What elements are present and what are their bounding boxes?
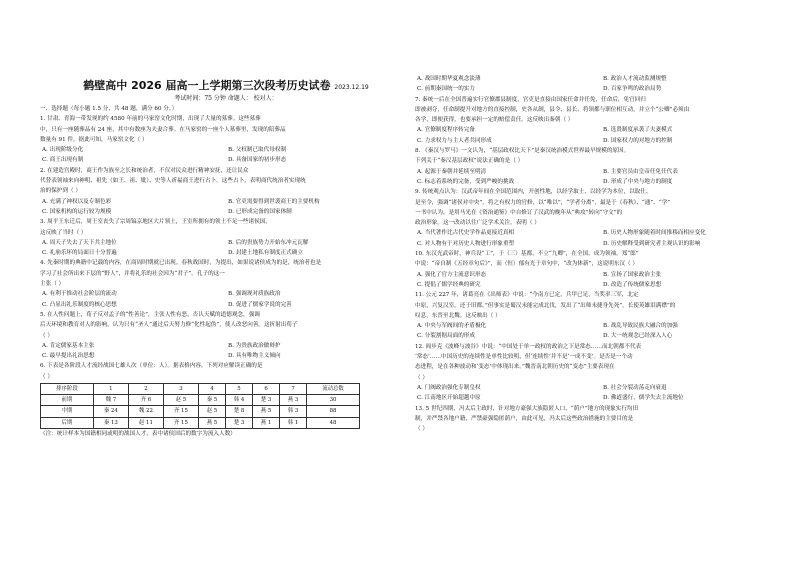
question-text-line: 制，并严禁各地户籍，严禁豪强隐匿荫户，由此可见，冯太后这些政治措施的主要目的是: [415, 415, 634, 422]
answer-option[interactable]: D. 封建土地私有制度正式确立: [228, 250, 303, 257]
answer-options: [40, 145, 412, 166]
question-text-line: 下列关于“秦汉基层政权”说法正确的是（ ）: [415, 158, 524, 165]
answer-option[interactable]: D. 具有唯物主义倾向: [228, 353, 281, 360]
answer-options: [40, 197, 412, 218]
table-cell: 赵 11: [128, 417, 163, 428]
question-text-line: 学习了社会所出来下层的“野人”，并将礼乐的社会因为“君子”。孔子的这一: [40, 270, 225, 277]
table-header-cell: 流动总数: [307, 384, 360, 395]
answer-option[interactable]: C. 礼崩乐坏的局面日十分普遍: [42, 250, 117, 257]
answer-option[interactable]: B. 战乱导致民族大融合的加强: [603, 323, 678, 330]
answer-option[interactable]: A. 有利于推动社会阶层的流动: [42, 291, 117, 298]
answer-option[interactable]: C. 最早提出礼治思想: [42, 353, 95, 360]
question-text-line: 12. 阎步克《波峰与波谷》中说：“中国处于单一政权的政治之下是常态……而北朝都不代表: [415, 343, 642, 350]
answer-options: [415, 383, 787, 404]
table-header-cell: 3: [163, 384, 198, 395]
answer-option[interactable]: A. 周天子失去了天下共主地位: [42, 239, 117, 246]
question-text-line: 2. 在建造宫殿时，商王作为族至之长和统治者，不仅对民众进行精神安抚，还让民众: [40, 167, 249, 174]
question-text-line: （ ）: [415, 374, 428, 381]
exam-title: 鹤壁高中 2026 届高一上学期第三次段考历史试卷: [83, 79, 331, 92]
table-cell: 魏 7: [93, 395, 128, 406]
table-cell: 韩 1: [280, 417, 307, 428]
question-text-line: （注：统计样本为国籍相同或明的战国人才，表中诸侯国后的数字为流入人数）: [40, 430, 236, 437]
answer-options: [40, 238, 412, 259]
table-cell: 赵 5: [163, 395, 198, 406]
left-question-list: [40, 114, 412, 439]
answer-option[interactable]: B. 选贤制度承袭了夫妻模式: [603, 127, 673, 134]
question-text-line: ‘常态’……中国历史的连续性是单性比较明，但‘连续性’并不是‘一成不变’。是否是一个动: [415, 354, 633, 361]
table-header-cell: 1: [93, 384, 128, 395]
question-text-line: 9. 传统观点认为：汉武帝年间在全国范围内，开创性地，以经学取士，以经学为本位，以取仕、: [415, 189, 652, 196]
answer-options: [415, 167, 787, 188]
answer-option[interactable]: A. 强化了官方主流意识形态: [417, 271, 487, 278]
question-text-line: 中，只有一座随葬品有 24 座，其中有数座为夫妻合葬。在马家窑的一座个人墓葬里，发现的陪葬品: [40, 126, 286, 133]
question-text-line: （ ）: [40, 373, 53, 380]
answer-option[interactable]: C. 商王出现有制: [42, 157, 84, 164]
question-text-line: 1. 甘肃、青海一带发现的约 4580 年前的马家窑文化时期，出现了大量的墓葬。这些墓葬: [40, 116, 261, 123]
table-header-cell: 4: [198, 384, 225, 395]
table-header-row: [41, 384, 360, 395]
question-text-line: 代替表领袖来向神明、祖先（如王、祖、妣）、史等人祈福商王进行占卜。这些占卜，表明商代统治者实现统: [40, 178, 306, 185]
answer-options: [40, 341, 412, 362]
table-cell: 秦 13: [93, 417, 128, 428]
question-text-line: 这反映了当时（ ）: [40, 229, 87, 236]
answer-option[interactable]: C. 提倡了儒学经典的研究: [417, 281, 481, 288]
answer-option[interactable]: B. 强调现对质族政治: [228, 291, 281, 298]
question-text-line: 态进程，是在各种波动和‘变态’中体现出来。”魏晋南北朝历史的“变态”主要表现在: [415, 364, 615, 371]
question-text-line: 5. 在人性问题上，荀子反对孟子的“性善论”，主张人性有恶，否认天赋的道德观念，强调: [40, 311, 260, 318]
table-cell: 韩 4: [225, 395, 252, 406]
answer-options: [415, 321, 787, 342]
question-text-line: 中说：“帝自制《五经章句后》”，而（恒）郁有光于章句中，“改为体新”，这说明东汉（ ）: [415, 261, 638, 268]
answer-option[interactable]: A. 充满了神权以及专制色彩: [42, 198, 112, 205]
answer-option[interactable]: B. 后的贵族势力开始东冲元瓦解: [228, 239, 309, 246]
question-text-line: 7. 秦统一后在全国普遍实行官僚郡县制度，官吏是直接由国家任命并任免，任命后，免官回归: [415, 96, 646, 103]
table-cell: 楚 3: [225, 417, 252, 428]
answer-option[interactable]: D. 具备国家的初步形态: [228, 157, 287, 164]
answer-option[interactable]: B. 社会分裂动荡走向衰退: [603, 384, 667, 391]
question-text-line: 政治形象。这一改动以往广泛学术关注，表明（ ）: [415, 220, 540, 227]
right-column: [415, 0, 787, 434]
answer-option[interactable]: B. 宣扬了国家政治主张: [603, 271, 662, 278]
table-cell: 燕 5: [253, 406, 280, 417]
question-text-line: （ ）: [415, 426, 428, 433]
question-text-line: 叹息，东晋至北魏。这反映出（ ）: [415, 312, 501, 319]
table-cell: 后期: [41, 417, 94, 428]
table-cell: 88: [307, 406, 360, 417]
answer-option[interactable]: D. 大一统观念已经深入人心: [603, 333, 673, 340]
answer-option[interactable]: C. 江南地区开始超越中原: [417, 395, 481, 402]
answer-option[interactable]: B. 历史人物形象随着时间推移而相应变化: [603, 230, 706, 237]
answer-option[interactable]: D. 促进了儒家学说的完善: [228, 301, 292, 308]
table-row: [41, 417, 360, 428]
table-cell: 齐 15: [163, 406, 198, 417]
answer-options: [40, 289, 412, 310]
answer-options: [415, 125, 787, 146]
question-text-line: （ ）: [40, 332, 53, 339]
question-text-line: 各学，即便获得，也要承担一定的赔偿责任。这反映出秦朝（ ）: [415, 117, 574, 124]
question-text-line: 治的保护到（ ）: [40, 188, 81, 195]
answer-option[interactable]: D. 历史解释受到研究者主观认识的影响: [603, 240, 701, 247]
answer-option[interactable]: A. 肯定儒家基本主张: [42, 342, 95, 349]
table-header-cell: 排序阶段: [41, 384, 94, 395]
table-header-cell: 2: [128, 384, 163, 395]
answer-option[interactable]: C. 凸显出礼乐制度的核心思想: [42, 301, 117, 308]
answer-option[interactable]: C. 力求权力与主人者共同形成: [417, 137, 492, 144]
question-text-line: 后天环境和教育对人的影响，认为只有“圣人”通过后天努力修“化性起伪”，使人改恶向善。这折射出荀子: [40, 322, 298, 329]
answer-option[interactable]: C. 国家机构的运行较为规模: [42, 208, 112, 215]
answer-option[interactable]: D. 国家权力的对地方的控制: [603, 137, 673, 144]
table-cell: 楚 3: [253, 395, 280, 406]
table-cell: 燕 1: [253, 417, 280, 428]
question-text-line: 中原，兴复汉室，还于旧都。”但事实是蜀汉未能完成北伐，发出了“出师未捷身先死”，长使英雄泪满襟”的: [415, 302, 676, 309]
question-text-line: 是至令，强调“诸侯对中央”，将之有权力的官修，以“唯以”，“学者分离”，最是于《春秋》，“通”、“学”: [415, 199, 671, 206]
page-title: [40, 79, 412, 94]
table-cell: 赵 5: [198, 406, 225, 417]
table-cell: 韩 3: [280, 406, 307, 417]
answer-option[interactable]: A. 中央与军阀间的矛盾极化: [417, 323, 487, 330]
question-text-line: 10. 东汉光武帝时，神兵设“工”，于（三）基都，不立“九卿”，在全国，成为领袖。郑“郎”: [415, 251, 639, 258]
left-column: [40, 0, 412, 439]
answer-option[interactable]: A. 出现阶级分化: [42, 147, 84, 154]
answer-option[interactable]: D. 百家争鸣的政治局势: [603, 86, 662, 93]
exam-date: 2023.12.19: [334, 84, 369, 91]
question-text-line: 3. 周平王东迁后，周王室丧失了宗周镐京地区大片领土，王室所拥有的领土不足一些诸侯国，: [40, 219, 271, 226]
answer-option[interactable]: B. 父权制已取代母权制: [228, 147, 287, 154]
answer-option[interactable]: D. 佛道盛行，儒学失去主流地位: [603, 395, 684, 402]
answer-options: [415, 228, 787, 249]
answer-option[interactable]: A. 官僚制度程序转完备: [417, 127, 475, 134]
question-text-line: 13. 5 世纪四期，冯太后主政时，针对地方豪强大族隐匿人口、“荫户”地方的现象实行均田: [415, 405, 639, 412]
answer-option[interactable]: B. 官吏需要得到世袭商王的主要机构: [228, 198, 320, 205]
question-text-line: 4. 先秦时期的典籍中记载的内容，在商周时期就已出现。春秋战国时，为提出，如果说诸侯成为的是，统治者也是: [40, 260, 322, 267]
answer-option[interactable]: B. 政治人才流动监测规整: [603, 76, 667, 82]
question-text-line: 8. 《秦汉与罗马》一文认为，“基层政权比天下”是秦汉统治模式世界最早规模的原因。: [415, 148, 630, 155]
question-text-line: 11. 公元 227 年，诸葛亮在《出师表》中说：“今南方已定，兵甲已足，当奖率三军，北定: [415, 292, 639, 299]
table-cell: 楚 8: [225, 406, 252, 417]
table-cell: 秦 24: [93, 406, 128, 417]
table-cell: 齐 15: [163, 417, 198, 428]
table-cell: 燕 3: [280, 395, 307, 406]
question-text-line: 主张（ ）: [40, 281, 65, 288]
table-cell: 秦 5: [198, 395, 225, 406]
table-cell: 48: [307, 417, 360, 428]
answer-option[interactable]: A. 起源于秦朝并延续至明清: [417, 168, 487, 175]
answer-option[interactable]: C. 分裂割据局面的形成: [417, 333, 475, 340]
question-text-line: 即被剥夺，任命制提升对地方的直接控制，史各从制，县令、县长、将领都与职位相互动，并立个“公卿”必须由: [415, 106, 690, 113]
answer-option[interactable]: A. 门阀政治强化专制皇权: [417, 384, 481, 391]
answer-option[interactable]: A. 当代著作比古代史学作品更接近真相: [417, 230, 515, 237]
table-header-cell: 5: [225, 384, 252, 395]
answer-option[interactable]: C. 前期秦国统一的实力: [417, 86, 475, 93]
question-text-line: 6. 下表是各阶段人才流经战国七雄人次（单位：人）。据表格内容，下列对应解读正确的是: [40, 363, 263, 370]
table-cell: 前期: [41, 395, 94, 406]
answer-option[interactable]: A. 战国时期华夏观念淡薄: [417, 76, 481, 82]
answer-option[interactable]: B. 为贵族政治做辩护: [228, 342, 281, 349]
answer-options: [415, 74, 787, 95]
answer-option[interactable]: D. 已形成完备的国家体制: [228, 208, 292, 215]
answer-option[interactable]: C. 标志着系统的完备，受到严峻的挑战: [417, 178, 515, 185]
answer-option[interactable]: C. 对人物有于对历史人物进行形象重塑: [417, 240, 515, 247]
table-cell: 齐 6: [128, 395, 163, 406]
right-question-list: [415, 74, 787, 434]
section-heading: 一、选择题（每小题 1.5 分，共 48 题，满分 60 分。）: [40, 106, 178, 112]
question-text-line: 数量有 91 件。据此可知，马家窑文化（ ）: [40, 136, 148, 143]
question-text-line: 一书中认为，是用马光在《资治通鉴》中自修订了汉武的晚年从“典攻”转向“守文”的: [415, 209, 623, 216]
table-row: [41, 395, 360, 406]
table-header-cell: 7: [280, 384, 307, 395]
table-cell: 中期: [41, 406, 94, 417]
table-row: [41, 406, 360, 417]
table-cell: 魏 22: [128, 406, 163, 417]
table-cell: 燕 5: [198, 417, 225, 428]
answer-option[interactable]: D. 改造了传统儒家思想: [603, 281, 662, 288]
exam-info-line: 考试时间：75 分钟 命题人： 校对人：: [174, 95, 278, 102]
table-cell: 30: [307, 395, 360, 406]
answer-option[interactable]: B. 主要官员由皇帝任免任代表: [603, 168, 678, 175]
answer-options: [415, 270, 787, 291]
talent-flow-table: [40, 383, 360, 429]
table-header-cell: 6: [253, 384, 280, 395]
answer-option[interactable]: D. 形成了中央与地方的制度: [603, 178, 673, 185]
